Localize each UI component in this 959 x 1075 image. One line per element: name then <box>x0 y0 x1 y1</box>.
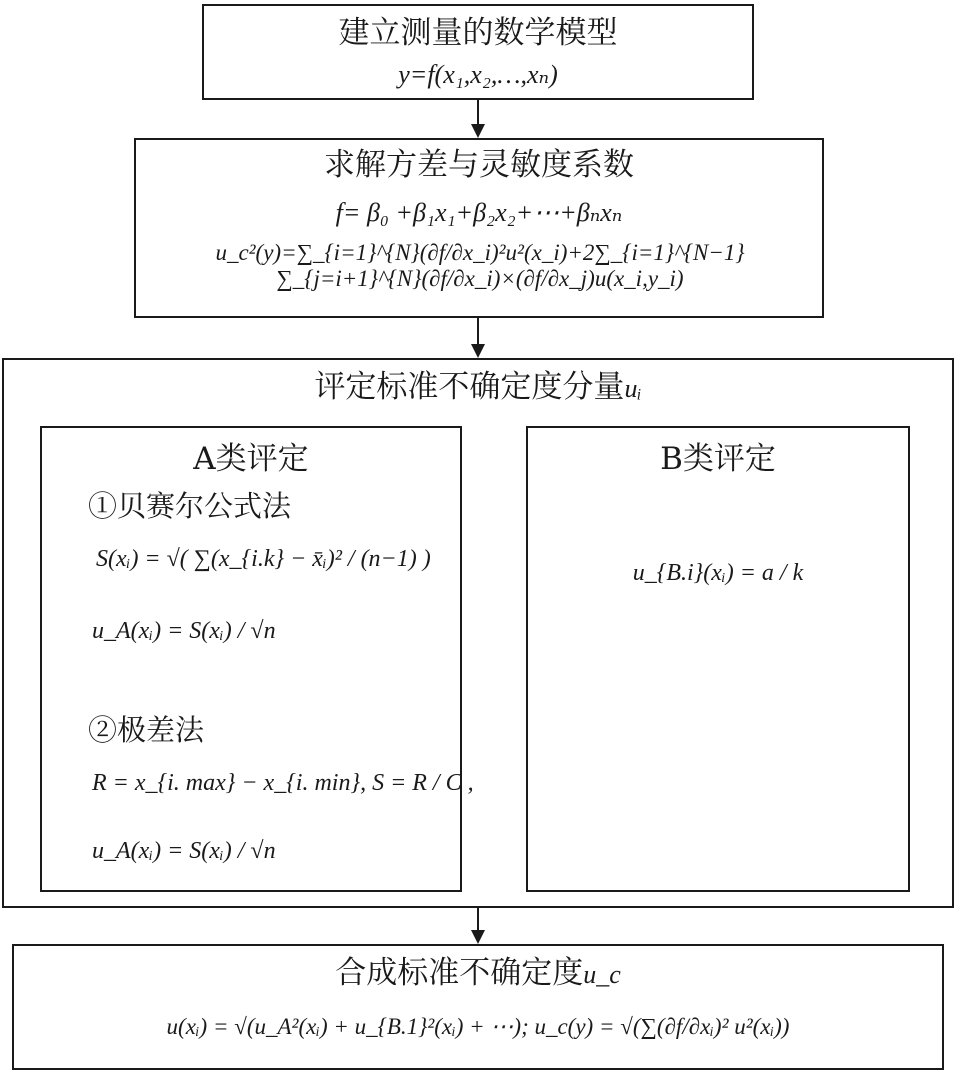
combined-variance-formula <box>174 240 786 292</box>
model-box-formula <box>204 60 752 90</box>
type-a-box <box>40 426 474 892</box>
model-box-title: 建立测量的数学模型 <box>338 15 618 51</box>
model-formula-text: y=f(x₁,x₂,…,xₙ) <box>398 60 558 89</box>
type-b-title: B类评定 <box>660 441 776 477</box>
bessel-s-formula <box>96 546 431 573</box>
type-b-formula <box>528 560 908 587</box>
type-b-box <box>526 426 910 892</box>
ua-formula-2 <box>92 838 276 865</box>
ua-formula-2-text: u_A(xᵢ) = S(xᵢ) / √n <box>92 838 276 864</box>
type-b-formula-text: u_{B.i}(xᵢ) = a / k <box>632 560 804 586</box>
range-formula <box>92 770 474 797</box>
variance-box <box>134 138 824 318</box>
ui-symbol: uᵢ <box>624 374 642 403</box>
arrow-3 <box>477 908 479 942</box>
combined-variance-text: u_c²(y)=∑_{i=1}^{N}(∂f/∂x_i)²u²(x_i)+2∑_{i=1}^{N−1}∑_{j=i+1}^{N}(∂f/∂x_i)×(∂f/∂x_j)u(x_i,y_i) <box>215 240 745 291</box>
combined-uncertainty-formula-text: u(xᵢ) = √(u_A²(xᵢ) + u_{B.1}²(xᵢ) + ⋯); u_c(y) = √(∑(∂f/∂xᵢ)² u²(xᵢ)) <box>166 1014 790 1039</box>
model-box <box>202 4 754 100</box>
uc-symbol: u_c <box>583 960 621 989</box>
standard-uncertainty-title-text: 评定标准不确定度分量 <box>314 369 625 405</box>
combined-uncertainty-title-text: 合成标准不确定度 <box>335 955 584 991</box>
bessel-s-text: S(xᵢ) = √( ∑(x_{i.k} − x̄ᵢ)² / (n−1) ) <box>96 546 431 572</box>
combined-uncertainty-box <box>12 944 944 1070</box>
arrow-2 <box>477 318 479 356</box>
standard-uncertainty-title <box>4 370 952 406</box>
type-a-title: A类评定 <box>193 441 309 477</box>
variance-box-title: 求解方差与灵敏度系数 <box>324 147 634 183</box>
linear-model-formula <box>136 198 822 228</box>
ua-formula-1-text: u_A(xᵢ) = S(xᵢ) / √n <box>92 618 276 644</box>
range-method-label: ②极差法 <box>88 713 205 747</box>
arrow-1 <box>477 100 479 136</box>
combined-uncertainty-title <box>14 956 942 992</box>
combined-uncertainty-formula <box>14 1014 942 1040</box>
bessel-method-label: ①贝赛尔公式法 <box>88 489 292 523</box>
range-formula-text: R = x_{i. max} − x_{i. min}, S = R / C , <box>92 770 474 796</box>
linear-model-text: f= β₀ +β₁x₁+β₂x₂+⋯+βₙxₙ <box>335 198 623 227</box>
standard-uncertainty-box <box>2 358 954 908</box>
ua-formula-1 <box>92 618 276 645</box>
